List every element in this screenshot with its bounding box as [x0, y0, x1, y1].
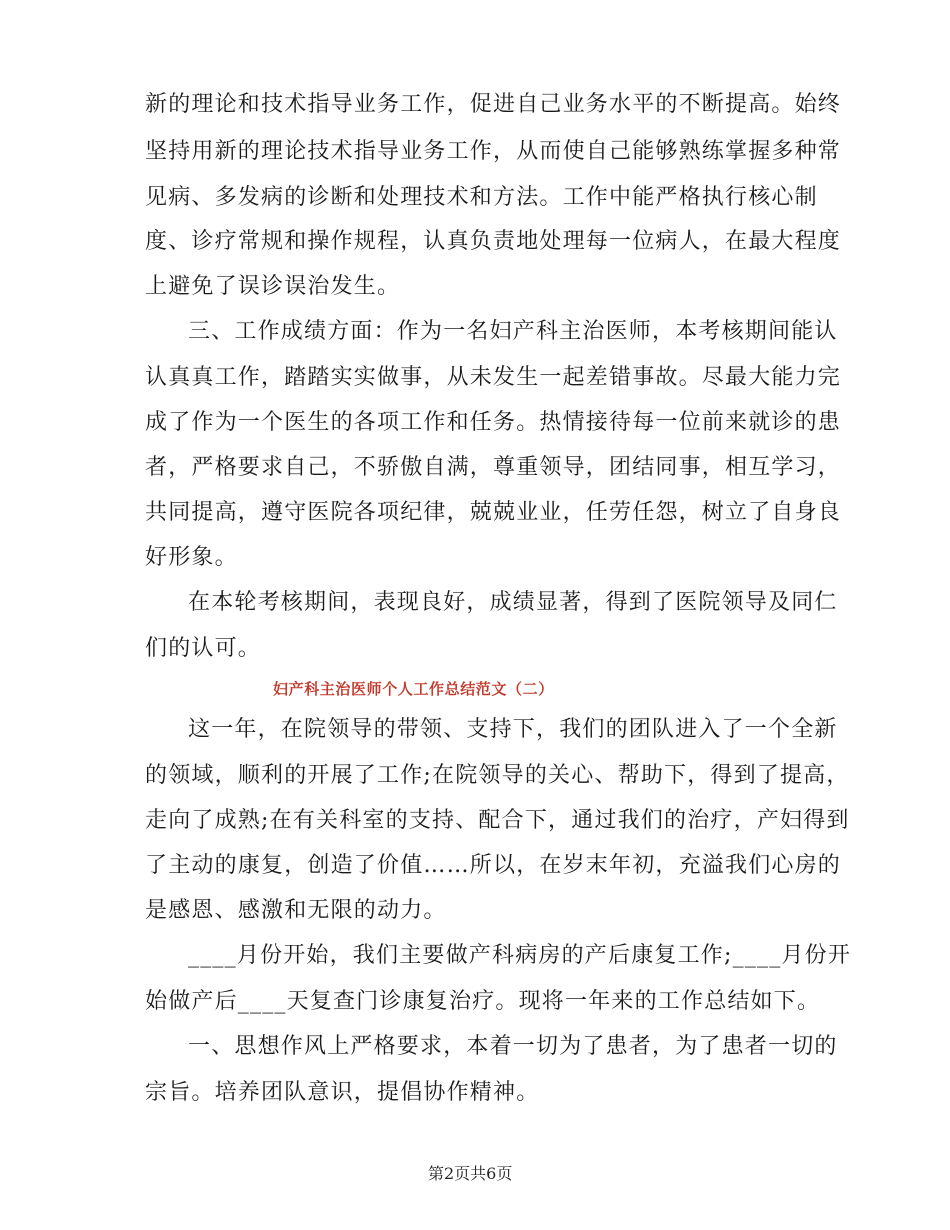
text-line-content: 见病、多发病的诊断和处理技术和方法。工作中能严格执行核心制 [145, 185, 818, 210]
text-line-content: 认真真工作，踏踏实实做事，从未发生一起差错事故。尽最大能力完 [145, 365, 842, 390]
text-line-content: 上避免了误诊误治发生。 [145, 274, 401, 299]
text-line-content: 度、诊疗常规和操作规程，认真负责地处理每一位病人，在最大程度 [145, 229, 842, 254]
text-line-content: 坚持用新的理论技术指导业务工作，从而使自己能够熟练掌握多种常 [145, 139, 842, 164]
text-line-content: 共同提高，遵守医院各项纪律，兢兢业业，任劳任怨，树立了自身良 [145, 500, 842, 525]
text-line-content: 走向了成熟;在有关科室的支持、配合下，通过我们的治疗，产妇得到 [145, 808, 850, 833]
text-line-content: 了主动的康复，创造了价值……所以，在岁末年初，充溢我们心房的 [145, 853, 842, 878]
text-line-content: 者，严格要求自己，不骄傲自满，尊重领导，团结同事，相互学习， [145, 455, 842, 480]
text-line-content: 在本轮考核期间，表现良好，成绩显著，得到了医院领导及同仁 [188, 590, 838, 615]
text-line-content: 们的认可。 [145, 636, 262, 661]
text-line-content: 好形象。 [145, 545, 238, 570]
page-number: 第2页共6页 [428, 1164, 513, 1183]
text-line-content: ____月份开始，我们主要做产科病房的产后康复工作;____月份开 [188, 943, 852, 968]
text-line-content: 是感恩、感激和无限的动力。 [145, 898, 447, 923]
section-subtitle-text: 妇产科主治医师个人工作总结范文（二） [273, 680, 554, 698]
text-line-content: 的领域，顺利的开展了工作;在院领导的关心、帮助下，得到了提高， [145, 763, 850, 788]
text-line-content: 始做产后____天复查门诊康复治疗。现将一年来的工作总结如下。 [145, 989, 821, 1014]
text-line-content: 成了作为一个医生的各项工作和任务。热情接待每一位前来就诊的患 [145, 410, 842, 435]
text-line-content: 一、思想作风上严格要求，本着一切为了患者，为了患者一切的 [188, 1034, 838, 1059]
text-line-content: 三、工作成绩方面：作为一名妇产科主治医师，本考核期间能认 [188, 319, 838, 344]
text-line-content: 这一年，在院领导的带领、支持下，我们的团队进入了一个全新 [188, 717, 838, 742]
text-line-content: 宗旨。培养团队意识，提倡协作精神。 [145, 1080, 540, 1105]
text-line-content: 新的理论和技术指导业务工作，促进自己业务水平的不断提高。始终 [145, 92, 842, 117]
